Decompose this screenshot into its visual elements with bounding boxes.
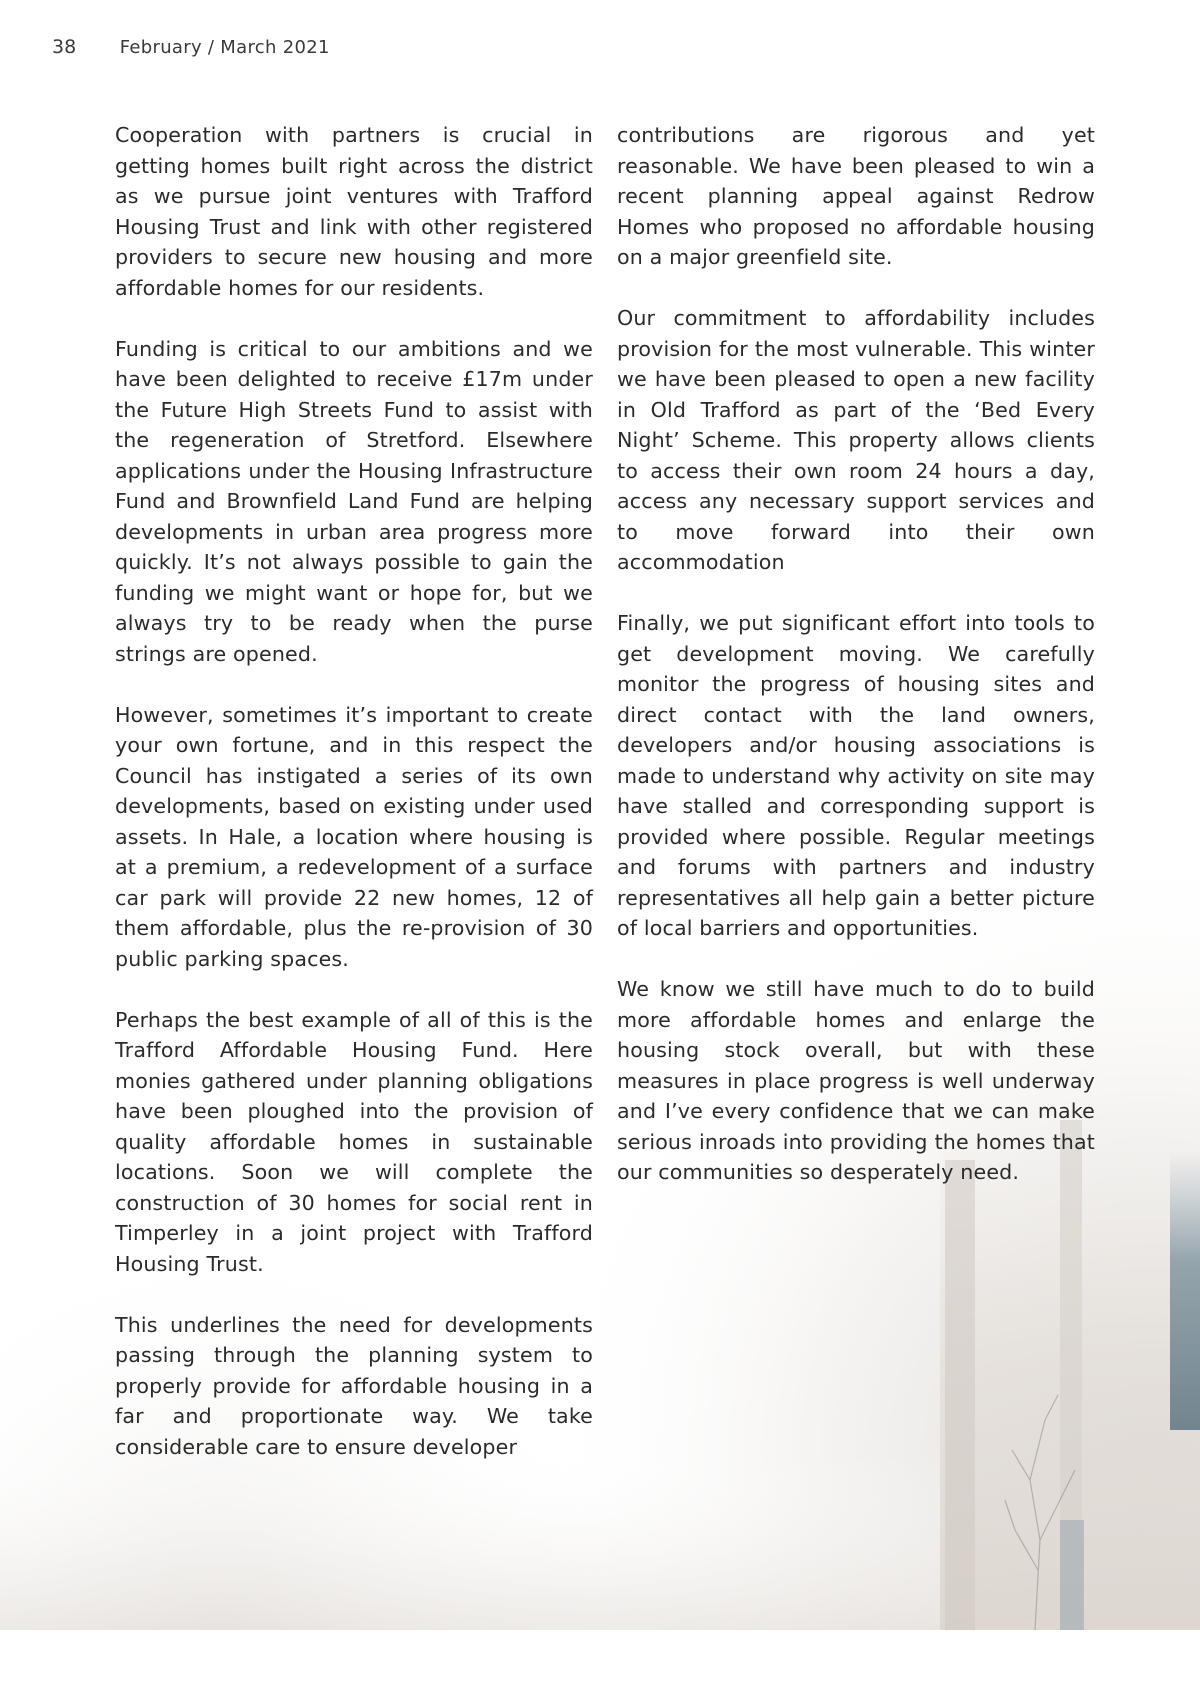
paragraph: Cooperation with partners is crucial in getting homes built right across the district as we pursue joint ventures with Trafford Housing Trust and link with other registered providers to secure new housing and more affordable homes for our residents. xyxy=(115,123,593,300)
article-body xyxy=(115,120,1095,1493)
right-column xyxy=(617,120,1095,1493)
paragraph: Perhaps the best example of all of this is the Trafford Affordable Housing Fund. Here monies gathered under planning obligations have been ploughed into the provision of quality affordable homes in sustainable locations. Soon we will complete the construction of 30 homes for social rent in Timperley in a joint project with Trafford Housing Trust. xyxy=(115,1007,593,1276)
paragraph: Our commitment to affordability includes provision for the most vulnerable. This winter we have been pleased to open a new facility in Old Trafford as part of the ‘Bed Every Night’ Scheme. This property allows clients to access their own room 24 hours a day, access any necessary support services and to move forward into their own accommodation xyxy=(617,306,1095,574)
paragraph: Finally, we put significant effort into tools to get development moving. We carefully monitor the progress of housing sites and direct contact with the land owners, developers and/or housing associations is made to understand why activity on site may have stalled and corresponding support is provided where possible. Regular meetings and forums with partners and industry representatives all help gain a better picture of local barriers and opportunities. xyxy=(617,611,1095,940)
paragraph: However, sometimes it’s important to create your own fortune, and in this respect the Council has instigated a series of its own developments, based on existing under used assets. In Hale, a location where housing is at a premium, a redevelopment of a surface car park will provide 22 new homes, 12 of them affordable, plus the re-provision of 30 public parking spaces. xyxy=(115,702,593,971)
paragraph: Funding is critical to our ambitions and we have been delighted to receive £17m under the Future High Streets Fund to assist with the regeneration of Stretford. Elsewhere applications under the Housing Infrastructure Fund and Brownfield Land Fund are helping developments in urban area progress more quickly. It’s not always possible to gain the funding we might want or hope for, but we always try to be ready when the purse strings are opened. xyxy=(115,336,593,666)
page-number: 38 xyxy=(52,36,77,58)
paragraph: contributions are rigorous and yet reasonable. We have been pleased to win a recent planning appeal against Redrow Homes who proposed no affordable housing on a major greenfield site. xyxy=(617,123,1095,269)
paragraph: This underlines the need for developments passing through the planning system to properly provide for affordable housing in a far and proportionate way. We take considerable care to ensure developer xyxy=(115,1312,593,1459)
paragraph: We know we still have much to do to build more affordable homes and enlarge the housing stock overall, but with these measures in place progress is well underway and I’ve every confidence that we can make serious inroads into providing the homes that our communities so desperately need. xyxy=(617,977,1095,1184)
left-column xyxy=(115,120,593,1493)
issue-date: February / March 2021 xyxy=(119,37,330,58)
